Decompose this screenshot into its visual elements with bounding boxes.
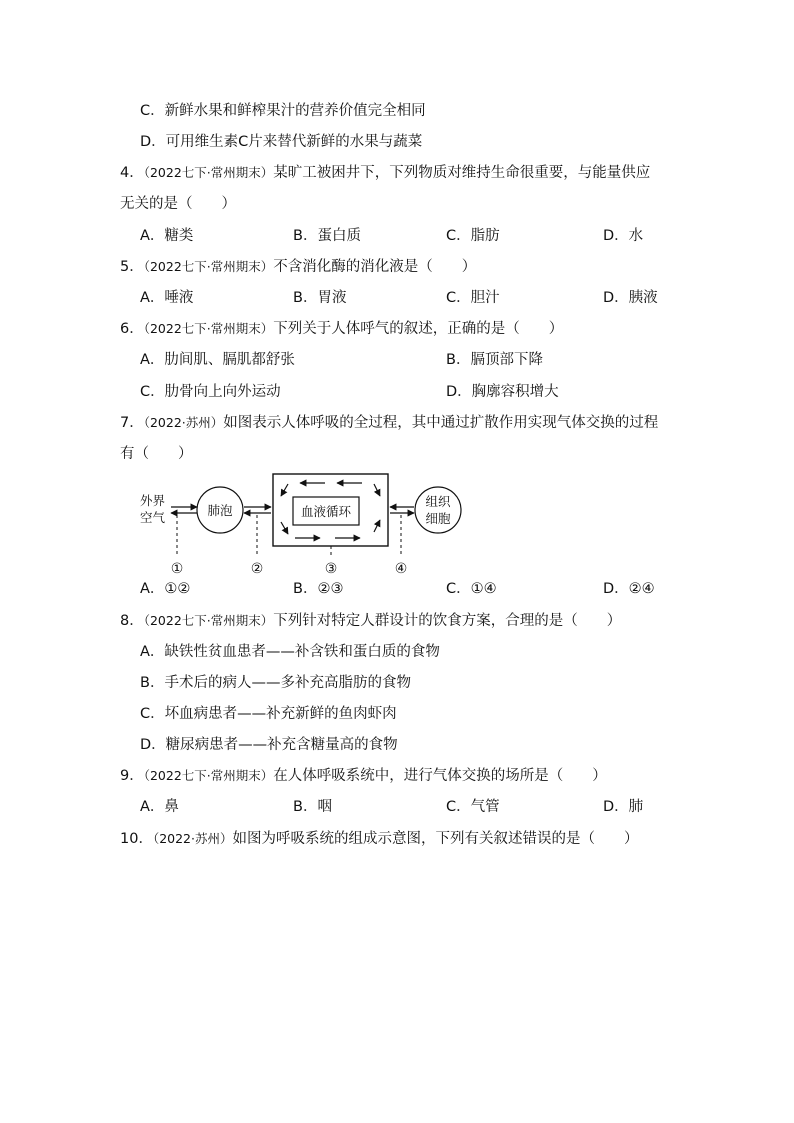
q7-stem-line2: 有（ ） (120, 446, 193, 462)
q4-source: （2022七下·常州期末） (143, 165, 274, 180)
q7-number: 7． (120, 415, 144, 431)
marker-4: ④ (394, 561, 408, 577)
q6-option-a: A．肋间肌、膈肌都舒张 (140, 352, 295, 368)
q4-option-c: C．脂肪 (446, 228, 500, 244)
q7-option-c: C．①④ (446, 581, 497, 597)
q8-option-b: B．手术后的病人——多补充高脂肪的食物 (140, 675, 411, 691)
q8-number: 8． (120, 613, 144, 629)
q9-option-c: C．气管 (446, 799, 500, 815)
q9-number: 9． (120, 768, 144, 784)
q10-source: （2022·苏州） (152, 831, 233, 846)
q7-option-d: D．②④ (603, 581, 655, 597)
q10-stem: 如图为呼吸系统的组成示意图，下列有关叙述错误的是（ ） (232, 831, 639, 847)
alveoli-label: 肺泡 (207, 503, 233, 518)
outside-air-label-1: 外界 (140, 493, 166, 508)
q10-stem-line (120, 829, 639, 849)
tissue-cell-label-1: 组织 (425, 494, 451, 509)
q7-source: （2022·苏州） (143, 415, 224, 430)
q8-source: （2022七下·常州期末） (143, 613, 274, 628)
q5-option-c: C．胆汁 (446, 290, 500, 306)
q9-option-d: D．肺 (603, 799, 644, 815)
q9-option-a: A．鼻 (140, 799, 179, 815)
tissue-cell-label-2: 细胞 (425, 511, 451, 526)
q8-option-c: C．坏血病患者——补充新鲜的鱼肉虾肉 (140, 706, 397, 722)
q5-source: （2022七下·常州期末） (143, 259, 274, 274)
q8-stem: 下列针对特定人群设计的饮食方案，合理的是（ ） (273, 613, 622, 629)
q8-option-d: D．糖尿病患者——补充含糖量高的食物 (140, 737, 398, 753)
q5-number: 5． (120, 259, 144, 275)
outside-air-label-2: 空气 (140, 510, 166, 525)
circulation-label: 血液循环 (300, 504, 352, 519)
q6-option-b: B．膈顶部下降 (446, 352, 543, 368)
q5-option-b: B．胃液 (293, 290, 347, 306)
marker-1: ① (170, 561, 184, 577)
q5-option-d: D．胰液 (603, 290, 658, 306)
marker-3: ③ (324, 561, 338, 577)
q6-number: 6． (120, 321, 144, 337)
q5-option-a: A．唾液 (140, 290, 194, 306)
marker-2: ② (250, 561, 264, 577)
q4-stem-line2: 无关的是（ ） (120, 196, 236, 212)
q5-stem: 不含消化酶的消化液是（ ） (273, 259, 477, 275)
q6-stem-line (120, 319, 563, 339)
q3-option-c: C．新鲜水果和鲜榨果汁的营养价值完全相同 (140, 103, 426, 119)
q6-stem: 下列关于人体呼气的叙述，正确的是（ ） (273, 321, 564, 337)
q4-option-b: B．蛋白质 (293, 228, 361, 244)
q8-option-a: A．缺铁性贫血患者——补含铁和蛋白质的食物 (140, 644, 440, 660)
q7-stem: 如图表示人体呼吸的全过程，其中通过扩散作用实现气体交换的过程 (223, 415, 659, 431)
q4-option-a: A．糖类 (140, 228, 194, 244)
q6-option-c: C．肋骨向上向外运动 (140, 384, 281, 400)
q9-source: （2022七下·常州期末） (143, 768, 274, 783)
q6-option-d: D．胸廓容积增大 (446, 384, 559, 400)
q7-option-b: B．②③ (293, 581, 344, 597)
q9-stem-line (120, 766, 607, 786)
q9-option-b: B．咽 (293, 799, 332, 815)
q10-number: 10． (120, 831, 153, 847)
q7-stem-line1 (120, 413, 658, 433)
q4-number: 4． (120, 165, 144, 181)
q9-stem: 在人体呼吸系统中，进行气体交换的场所是（ ） (273, 768, 607, 784)
respiration-diagram (140, 470, 680, 580)
q5-stem-line (120, 257, 476, 277)
q6-source: （2022七下·常州期末） (143, 321, 274, 336)
q8-stem-line (120, 611, 621, 631)
q3-option-d: D．可用维生素C片来替代新鲜的水果与蔬菜 (140, 134, 423, 150)
q4-stem: 某旷工被困井下，下列物质对维持生命很重要，与能量供应 (273, 165, 651, 181)
q4-stem-line1 (120, 163, 650, 183)
q7-option-a: A．①② (140, 581, 191, 597)
q4-option-d: D．水 (603, 228, 644, 244)
